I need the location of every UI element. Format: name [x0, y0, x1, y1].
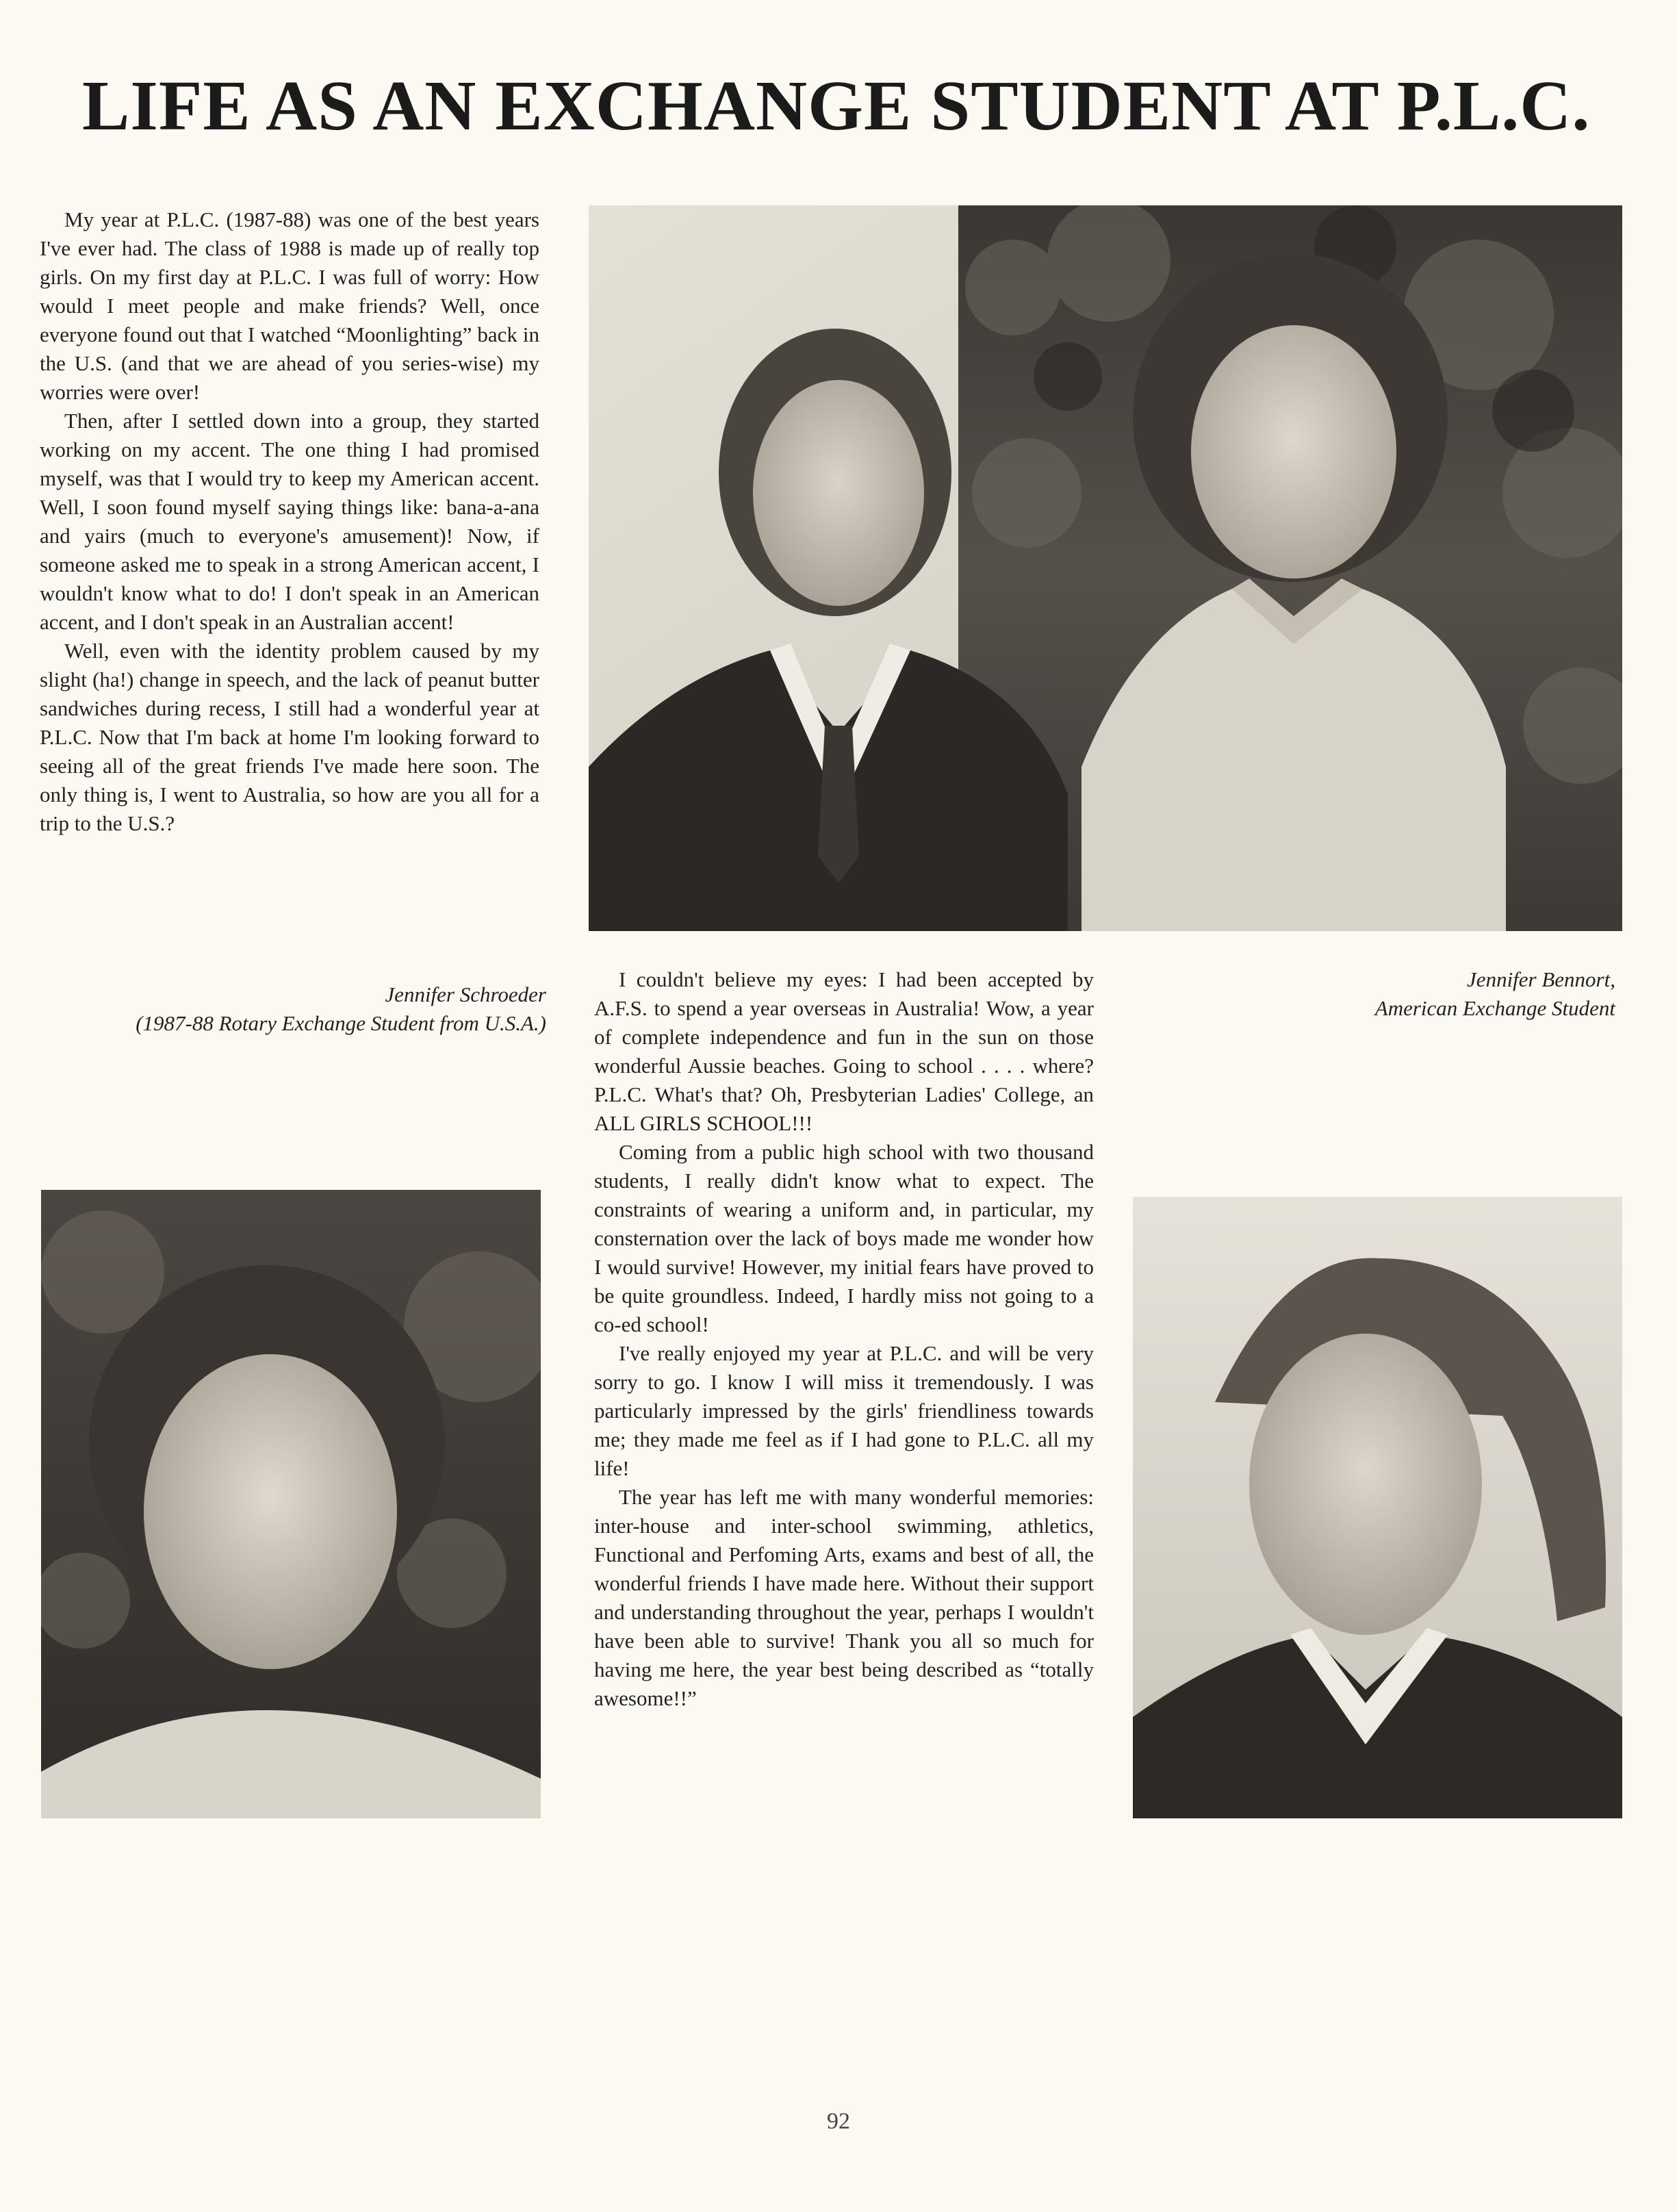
- photo-student-portrait: [1133, 1197, 1622, 1818]
- article-right-paragraph-3: I've really enjoyed my year at P.L.C. and will be very sorry to go. I know I will miss it tremendously. I was particularly impressed by the girls' friendliness towards me; they made me feel as if I had gone to P.L.C. all my life!: [594, 1341, 1094, 1480]
- article-left-paragraph-1: My year at P.L.C. (1987-88) was one of the best years I've ever had. The class of 1988 is made up of really top girls. On my first day at P.L.C. I was full of worry: How would I meet people and make friends? Well, once everyone found out that I watched “Moonlighting” back in the U.S. (and that we are ahead of you series-wise) my worries were over!: [40, 207, 539, 404]
- signature-right: [1136, 965, 1615, 1023]
- article-left: [40, 205, 539, 838]
- article-right-paragraph-2: Coming from a public high school with two thousand students, I really didn't know what to expect. The constraints of wearing a uniform and, in particular, my consternation over the lack of boys made me wonder how I would survive! However, my initial fears have proved to be quite groundless. Indeed, I hardly miss not going to a co-ed school!: [594, 1140, 1094, 1336]
- article-left-paragraph-3: Well, even with the identity problem caused by my slight (ha!) change in speech, and the lack of peanut butter sandwiches during recess, I still had a wonderful year at P.L.C. Now that I'm back at home I'm looking forward to seeing all of the great friends I've made here soon. The only thing is, I went to Australia, so how are you all for a trip to the U.S.?: [40, 639, 539, 835]
- signature-right-role: American Exchange Student: [1374, 996, 1615, 1020]
- signature-left-name: Jennifer Schroeder: [385, 982, 546, 1006]
- article-left-paragraph-2: Then, after I settled down into a group, they started working on my accent. The one thing I had promised myself, was that I would try to keep my American accent. Well, I soon found myself saying things like: bana-a-ana and yairs (much to everyone's amusement)! Now, if someone asked me to speak in a strong American accent, I wouldn't know what to do! I don't speak in an American accent, and I don't speak in an Australian accent!: [40, 409, 539, 634]
- article-right-paragraph-1: I couldn't believe my eyes: I had been accepted by A.F.S. to spend a year overseas in Australia! Wow, a year of complete independence and fun in the sun on those wonderful Aussie beaches. Going to school . . . . where? P.L.C. What's that? Oh, Presbyterian Ladies' College, an ALL GIRLS SCHOOL!!!: [594, 967, 1094, 1135]
- photo-two-students: [589, 205, 1622, 931]
- signature-left: [27, 980, 546, 1038]
- photo-jennifer-portrait: [41, 1190, 541, 1818]
- page-title: LIFE AS AN EXCHANGE STUDENT AT P.L.C.: [82, 66, 1591, 145]
- page-number: 92: [827, 2109, 850, 2134]
- article-right-paragraph-4: The year has left me with many wonderful memories: inter-house and inter-school swimming, athletics, Functional and Perfoming Arts, exams and best of all, the wonderful friends I have made here. Without their support and understanding throughout the year, perhaps I wouldn't have been able to survive! Thank you all so much for having me here, the year best being described as “totally awesome!!”: [594, 1485, 1094, 1710]
- article-right: [594, 965, 1094, 1713]
- signature-left-role: (1987-88 Rotary Exchange Student from U.S.A.): [136, 1011, 546, 1035]
- signature-right-name: Jennifer Bennort,: [1467, 967, 1615, 991]
